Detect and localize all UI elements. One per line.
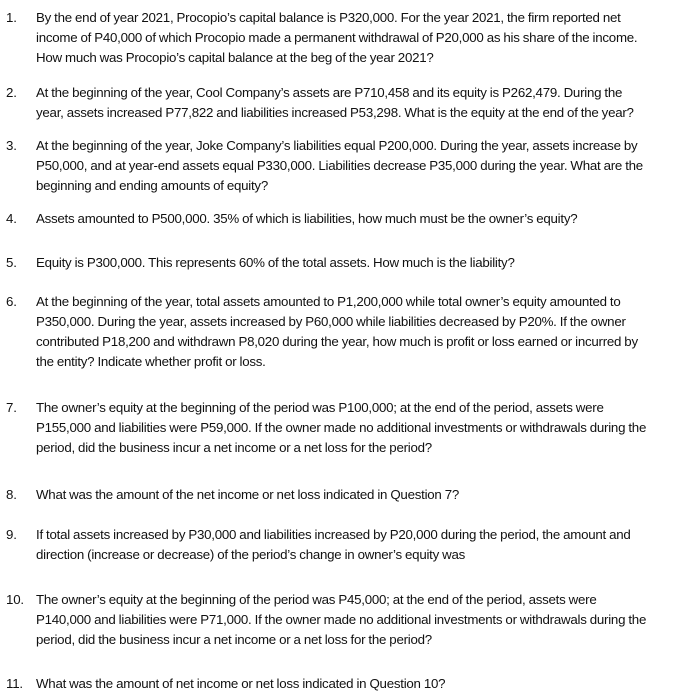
question-text: At the beginning of the year, Joke Company’s liabilities equal P200,000. During the year, assets increase by P50,000, and at year-end assets equal P330,000. Liabilities decrease P35,000 during the year. What are the beginning and ending amounts of equity? (36, 138, 643, 193)
question-number: 1. (6, 10, 17, 25)
question-number: 3. (6, 138, 17, 153)
question-text: At the beginning of the year, total assets amounted to P1,200,000 while total owner’s equity amounted to P350,000. During the year, assets increased by P60,000 while liabilities decreased by P20%. If the owner contributed P18,200 and withdrawn P8,020 during the year, how much is profit or loss earned or incurred by the entity? Indicate whether profit or loss. (36, 294, 638, 369)
question-text: The owner’s equity at the beginning of the period was P45,000; at the end of the period, assets were P140,000 and liabilities were P71,000. If the owner made no additional investments or withdrawals during the period, did the business incur a net income or a net loss for the period? (36, 592, 647, 647)
question-number: 6. (6, 294, 17, 309)
question-text: Assets amounted to P500,000. 35% of which is liabilities, how much must be the owner’s equity? (36, 211, 578, 226)
question-text: The owner’s equity at the beginning of the period was P100,000; at the end of the period, assets were P155,000 and liabilities were P59,000. If the owner made no additional investments or withdrawals during the period, did the business incur a net income or a net loss for the period? (36, 400, 647, 455)
question-text: What was the amount of the net income or net loss indicated in Question 7? (36, 487, 459, 502)
question-number: 4. (6, 211, 17, 226)
question-text: At the beginning of the year, Cool Company’s assets are P710,458 and its equity is P262,479. During the year, assets increased P77,822 and liabilities increased P53,298. What is the equity at the end of the year? (36, 85, 634, 120)
question-number: 8. (6, 487, 17, 502)
question-text: What was the amount of net income or net loss indicated in Question 10? (36, 676, 446, 691)
question-number: 10. (6, 592, 24, 607)
question-number: 2. (6, 85, 17, 100)
question-text: If total assets increased by P30,000 and liabilities increased by P20,000 during the period, the amount and direction (increase or decrease) of the period’s change in owner’s equity was (36, 527, 631, 562)
question-number: 5. (6, 255, 17, 270)
question-text: By the end of year 2021, Procopio’s capital balance is P320,000. For the year 2021, the firm reported net income of P40,000 of which Procopio made a permanent withdrawal of P20,000 as his share of the income. How much was Procopio’s capital balance at the beg of the year 2021? (36, 10, 638, 65)
question-text: Equity is P300,000. This represents 60% of the total assets. How much is the liability? (36, 255, 515, 270)
question-number: 9. (6, 527, 17, 542)
question-number: 7. (6, 400, 17, 415)
question-number: 11. (6, 676, 23, 691)
